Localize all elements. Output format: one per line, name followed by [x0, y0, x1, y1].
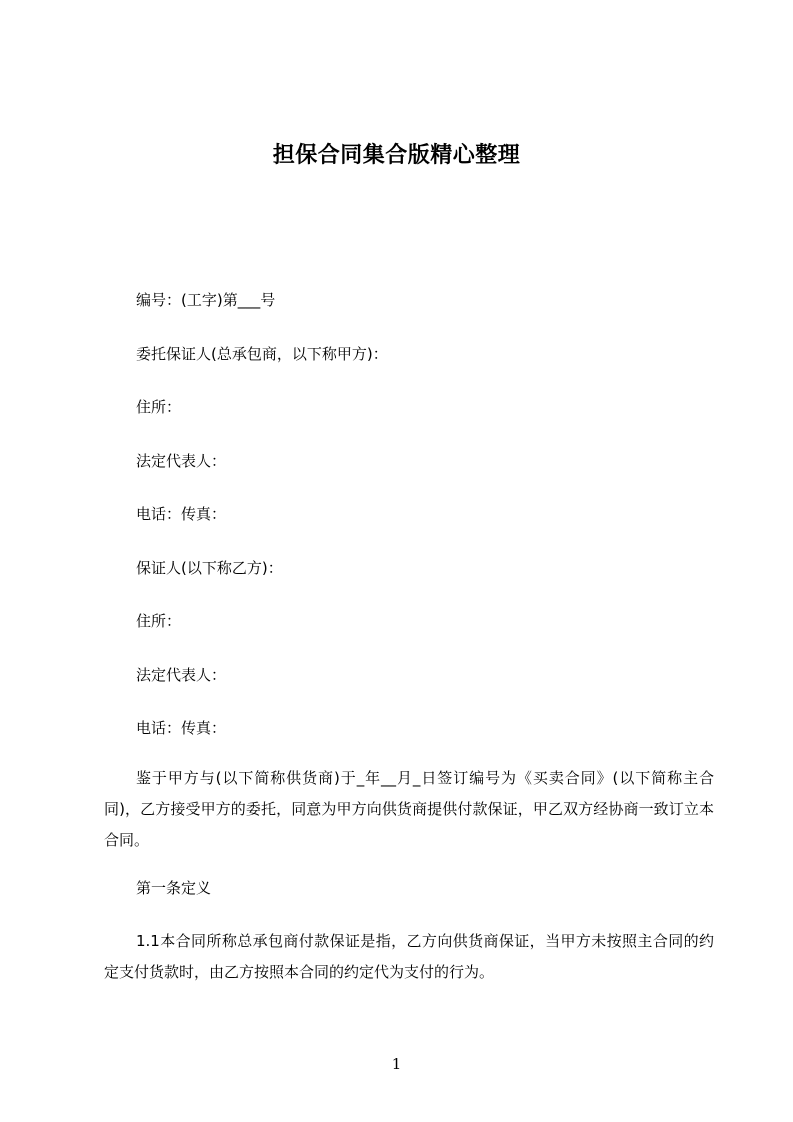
guarantor-party-line: 保证人(以下称乙方)： [136, 559, 283, 577]
contract-number-line: 编号：(工字)第___号 [136, 291, 276, 309]
principal-legal-representative-line: 法定代表人： [136, 452, 227, 470]
guarantor-phone-fax-line: 电话：传真： [136, 719, 227, 737]
principal-phone-fax-line: 电话：传真： [136, 505, 227, 523]
guarantor-address-line: 住所： [136, 612, 182, 630]
guarantor-legal-representative-line: 法定代表人： [136, 666, 227, 684]
page-number: 1 [391, 1055, 402, 1073]
principal-address-line: 住所： [136, 398, 182, 416]
document-title: 担保合同集合版精心整理 [272, 143, 521, 168]
article-1-1-paragraph: 1.1本合同所称总承包商付款保证是指，乙方向供货商保证，当甲方未按照主合同的约定支付货款时，由乙方按照本合同的约定代为支付的行为。 [104, 932, 714, 981]
principal-party-line: 委托保证人(总承包商，以下称甲方)： [136, 345, 388, 363]
article-1-heading: 第一条定义 [136, 879, 212, 897]
intro-paragraph: 鉴于甲方与(以下简称供货商)于_年__月_日签订编号为《买卖合同》(以下简称主合同)，乙方接受甲方的委托，同意为甲方向供货商提供付款保证，甲乙双方经协商一致订立本合同。 [104, 769, 714, 849]
